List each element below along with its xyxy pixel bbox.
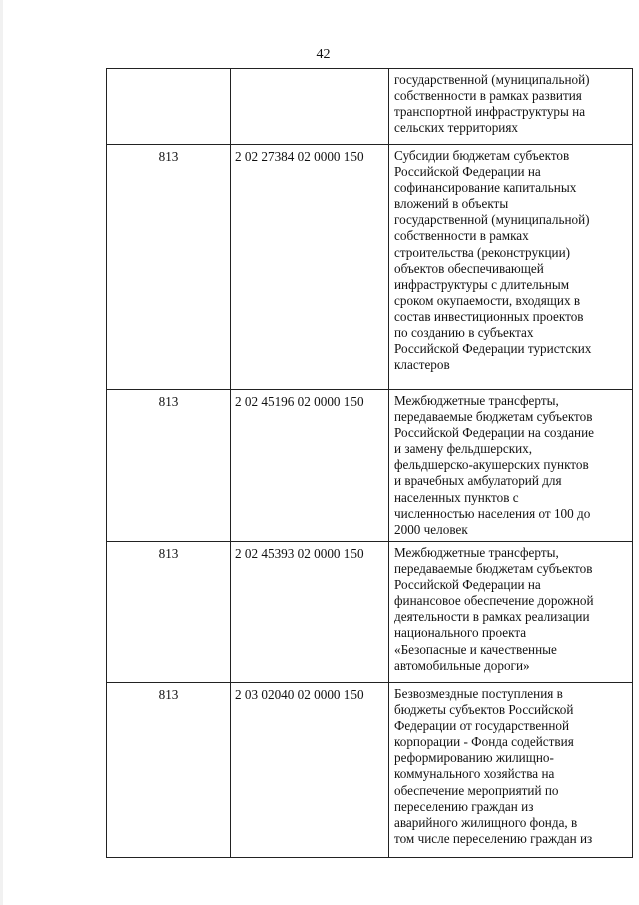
scan-edge-shadow (0, 0, 3, 905)
kbk-cell: 2 03 02040 02 0000 150 (231, 683, 389, 858)
admin-code-cell (107, 69, 231, 145)
table-row (107, 145, 633, 390)
description-line: обеспечение мероприятий по (394, 782, 559, 798)
description-cell (389, 390, 633, 542)
description-line: Российской Федерации на создание (394, 425, 595, 441)
kbk-cell (231, 69, 389, 145)
description-cell (389, 542, 633, 683)
kbk-cell: 2 02 45393 02 0000 150 (231, 542, 389, 683)
description-line: по созданию в субъектах (394, 325, 534, 341)
description-line: Субсидии бюджетам субъектов (394, 148, 570, 163)
description-line: финансовое обеспечение дорожной (394, 593, 594, 609)
description-line: аварийного жилищного фонда, в (394, 814, 578, 830)
table-body (107, 69, 633, 858)
admin-code-cell: 813 (107, 683, 231, 858)
description-line: Российской Федерации на (394, 164, 541, 180)
description-line: «Безопасные и качественные (394, 641, 557, 657)
description-line: переселению граждан из (394, 798, 534, 814)
budget-revenue-table (106, 68, 633, 858)
description-line: собственности в рамках (394, 228, 529, 244)
admin-code-cell: 813 (107, 145, 231, 390)
description-line: софинансирование капитальных (394, 180, 577, 196)
description-line: государственной (муниципальной) (394, 72, 590, 87)
description-line: вложений в объекты (394, 196, 509, 212)
description-line: и замену фельдшерских, (394, 441, 533, 457)
description-line: Федерации от государственной (394, 718, 570, 734)
admin-code-cell: 813 (107, 542, 231, 683)
description-line: Межбюджетные трансферты, (394, 393, 559, 408)
admin-code-cell: 813 (107, 390, 231, 542)
description-line: корпорации - Фонда содействия (394, 734, 574, 750)
description-line: фельдшерско-акушерских пунктов (394, 457, 589, 473)
description-line: деятельности в рамках реализации (394, 609, 590, 625)
description-line: численностью населения от 100 до (394, 505, 591, 521)
table-row (107, 69, 633, 145)
description-line: коммунального хозяйства на (394, 766, 555, 782)
description-cell (389, 69, 633, 145)
description-line: передаваемые бюджетам субъектов (394, 561, 593, 577)
description-line: том числе переселению граждан из (394, 830, 593, 846)
table-row (107, 683, 633, 858)
description-line: объектов обеспечивающей (394, 260, 544, 276)
description-line: Российской Федерации туристских (394, 341, 592, 357)
description-line: инфраструктуры с длительным (394, 276, 570, 292)
page-number: 42 (316, 47, 331, 62)
description-line: сельских территориях (394, 120, 519, 136)
description-line: состав инвестиционных проектов (394, 308, 584, 324)
description-line: строительства (реконструкции) (394, 244, 571, 260)
description-line: Безвозмездные поступления в (394, 686, 563, 701)
description-line: реформированию жилищно- (394, 750, 554, 766)
description-line: сроком окупаемости, входящих в (394, 292, 581, 308)
description-line: Межбюджетные трансферты, (394, 545, 559, 560)
description-line: кластеров (394, 357, 450, 373)
description-line: государственной (муниципальной) (394, 212, 590, 228)
description-cell (389, 145, 633, 390)
description-line: национального проекта (394, 625, 527, 641)
table-row (107, 390, 633, 542)
description-line: 2000 человек (394, 521, 468, 537)
description-line: и врачебных амбулаторий для (394, 473, 562, 489)
description-cell (389, 683, 633, 858)
kbk-cell: 2 02 27384 02 0000 150 (231, 145, 389, 390)
description-line: передаваемые бюджетам субъектов (394, 409, 593, 425)
description-line: бюджеты субъектов Российской (394, 702, 574, 718)
description-line: транспортной инфраструктуры на (394, 104, 586, 120)
description-line: населенных пунктов с (394, 489, 519, 505)
table-row (107, 542, 633, 683)
kbk-cell: 2 02 45196 02 0000 150 (231, 390, 389, 542)
description-line: автомобильные дороги» (394, 657, 530, 673)
description-line: собственности в рамках развития (394, 88, 582, 104)
description-line: Российской Федерации на (394, 577, 541, 593)
